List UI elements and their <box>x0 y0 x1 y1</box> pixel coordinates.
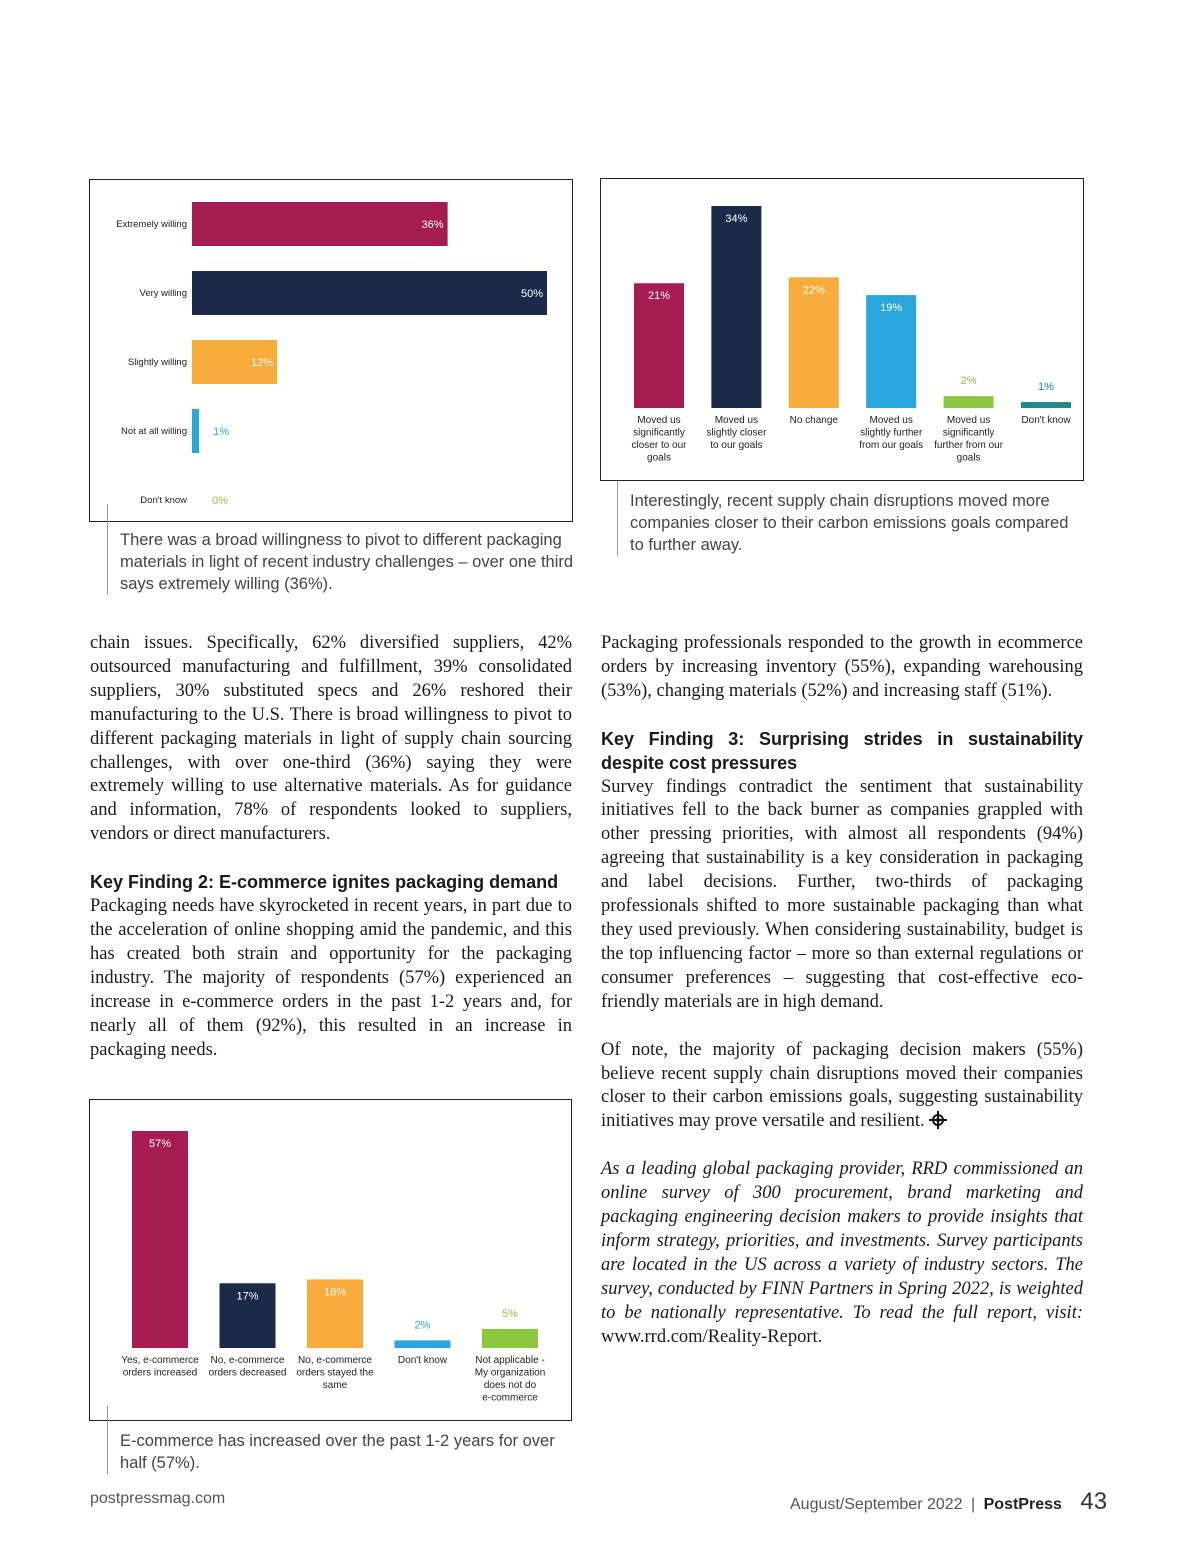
bar-category-label: goals <box>647 452 671 464</box>
bar-category-label: Moved us <box>637 415 681 426</box>
bar-value-label: 57% <box>148 1138 172 1150</box>
bar-category-label: from our goals <box>859 440 924 451</box>
page-number: 43 <box>1080 1488 1108 1515</box>
bar-category-label: Extremely willing <box>116 219 187 230</box>
bar-category-label: No, e-commerce <box>298 1355 372 1366</box>
chart-ecommerce-svg <box>90 1100 571 1420</box>
bar-category-label: orders stayed the <box>296 1367 374 1379</box>
right-paragraph-3: Of note, the majority of packaging decision makers (55%) believe recent supply chain disruptions moved their companies closer to their carbon emissions goals, suggesting sustainability initiatives may prove versatile and resilient. <box>601 1039 1083 1132</box>
bar-category-label: No, e-commerce <box>210 1355 285 1366</box>
bar-category-label: Moved us <box>714 415 759 426</box>
bar-category-label: Don't know <box>397 1355 448 1366</box>
crosshair-end-icon <box>929 1111 947 1129</box>
right-column <box>601 632 1083 1349</box>
bar-value-label: 1% <box>1038 381 1054 394</box>
chart-ecommerce <box>89 1099 572 1421</box>
footer-brand: PostPress <box>983 1496 1062 1513</box>
left-paragraph-1: chain issues. Specifically, 62% diversified suppliers, 42% outsourced manufacturing and fulfillment, 39% consolidated suppliers, 30% substituted specs and 26% reshored their manufacturing to the U.S. There is broad willingness to pivot to different packaging materials in light of supply chain sourcing challenges, with over one-third (36%) saying they were extremely willing to use alternative materials. As for guidance and information, 78% of respondents looked to suppliers, vendors or direct manufacturers. <box>90 633 572 845</box>
footer-separator: | <box>971 1496 976 1513</box>
chart-emissions <box>600 178 1084 481</box>
bar-value-label: 22% <box>802 284 825 297</box>
right-paragraph-1: Packaging professionals responded to the growth in ecommerce orders by increasing inventory (55%), expanding warehousing (53%), changing materials (52%) and increasing staff (51%). <box>601 633 1083 701</box>
bar-category-label: goals <box>956 452 981 464</box>
right-paragraph-2: Survey findings contradict the sentiment that sustainability initiatives fell to the back burner as companies grappled with other pressing priorities, with almost all respondents (94%) agreeing that sustainability is a key consideration in packaging and label decisions. Further, two-thirds of packaging professionals shifted to more sustainable packaging than what they used previously. When considering sustainability, budget is the top influencing factor – more so than external regulations or consumer preferences – suggesting that cost-effective eco-friendly materials are in high demand. <box>601 776 1083 1012</box>
caption-ecommerce: E-commerce has increased over the past 1-2 years for over half (57%). <box>107 1406 560 1474</box>
bar-category-label: significantly <box>942 427 995 439</box>
bar-category-label: does not do <box>483 1380 537 1391</box>
bar-category-label: slightly closer <box>706 427 767 439</box>
bar <box>944 396 994 408</box>
chart-emissions-svg <box>601 179 1083 480</box>
left-column <box>90 632 572 1062</box>
bar-value-label: 21% <box>647 290 671 303</box>
footer-issue <box>790 1488 1107 1516</box>
bar-category-label: Moved us <box>869 415 913 426</box>
bar-value-label: 17% <box>236 1290 259 1303</box>
footer-website[interactable]: postpressmag.com <box>90 1490 226 1507</box>
footer-issue-date: August/September 2022 <box>790 1496 963 1513</box>
bar <box>192 271 547 315</box>
bar <box>711 206 761 408</box>
bar-category-label: e-commerce <box>482 1392 538 1404</box>
bar-category-label: closer to our <box>631 440 687 451</box>
bar-category-label: orders decreased <box>208 1367 287 1379</box>
bar-value-label: 34% <box>725 213 748 225</box>
bar-value-label: 18% <box>323 1286 347 1299</box>
bar-category-label: Not applicable - <box>475 1355 545 1366</box>
bar-value-label: 2% <box>960 375 977 388</box>
chart-willingness <box>89 179 573 522</box>
bar <box>1021 402 1071 408</box>
bar <box>789 277 839 408</box>
bar-category-label: Moved us <box>946 415 991 426</box>
bar-category-label: to our goals <box>710 440 763 451</box>
bar-category-label: orders increased <box>122 1367 198 1379</box>
bar-value-label: 1% <box>213 426 230 438</box>
bar-category-label: My organization <box>474 1367 546 1379</box>
left-paragraph-2: Packaging needs have skyrocketed in recent years, in part due to the acceleration of online shopping amid the pandemic, and this has created both strain and opportunity for the packaging industry. The majority of respondents (57%) experienced an increase in e-commerce orders in the past 1-2 years and, for nearly all of them (92%), this resulted in an increase in packaging needs. <box>90 896 572 1060</box>
bar <box>132 1131 188 1348</box>
bar-category-label: Don't know <box>1021 415 1071 426</box>
bar <box>192 409 199 453</box>
bar-category-label: significantly <box>633 427 685 439</box>
bar-value-label: 0% <box>212 495 228 507</box>
bar-category-label: Slightly willing <box>127 357 187 368</box>
bar-value-label: 2% <box>414 1319 431 1332</box>
heading-key-finding-3: Key Finding 3: Surprising strides in sustainability despite cost pressures <box>601 728 1083 773</box>
caption-willingness: There was a broad willingness to pivot to different packaging materials in light of recent industry challenges – over one third says extremely willing (36%). <box>107 504 575 595</box>
chart-willingness-svg <box>90 180 572 521</box>
bar-value-label: 12% <box>251 357 274 369</box>
bar-value-label: 50% <box>520 288 543 300</box>
bar-category-label: Don't know <box>140 495 187 506</box>
bar <box>192 202 448 246</box>
bar-category-label: Very willing <box>139 288 187 299</box>
bar-category-label: slightly further <box>860 427 923 439</box>
bar-value-label: 36% <box>421 219 444 231</box>
bar <box>482 1329 538 1348</box>
bar-value-label: 19% <box>880 302 903 315</box>
bar-category-label: further from our <box>934 440 1004 451</box>
caption-emissions: Interestingly, recent supply chain disruptions moved more companies closer to their carbon emissions goals compared to further away. <box>617 481 1080 556</box>
bar-value-label: 5% <box>502 1307 518 1320</box>
bar-category-label: Yes, e-commerce <box>121 1355 199 1366</box>
bar-category-label: Not at all willing <box>121 426 187 437</box>
bar-category-label: same <box>322 1380 348 1391</box>
report-url[interactable]: www.rrd.com/Reality-Report. <box>601 1326 823 1347</box>
right-paragraph-4: As a leading global packaging provider, RRD commissioned an online survey of 300 procurement, brand marketing and packaging engineering decision makers to provide insights that inform strategy, priorities, and investments. Survey participants are located in the US across a variety of industry sectors. The survey, conducted by FINN Partners in Spring 2022, is weighted to be nationally representative. To read the full report, visit: www.rrd.com/Reality-Report. <box>601 1159 1083 1347</box>
heading-key-finding-2: Key Finding 2: E-commerce ignites packaging demand <box>90 872 559 893</box>
bar-category-label: No change <box>789 415 838 426</box>
bar <box>395 1340 451 1348</box>
